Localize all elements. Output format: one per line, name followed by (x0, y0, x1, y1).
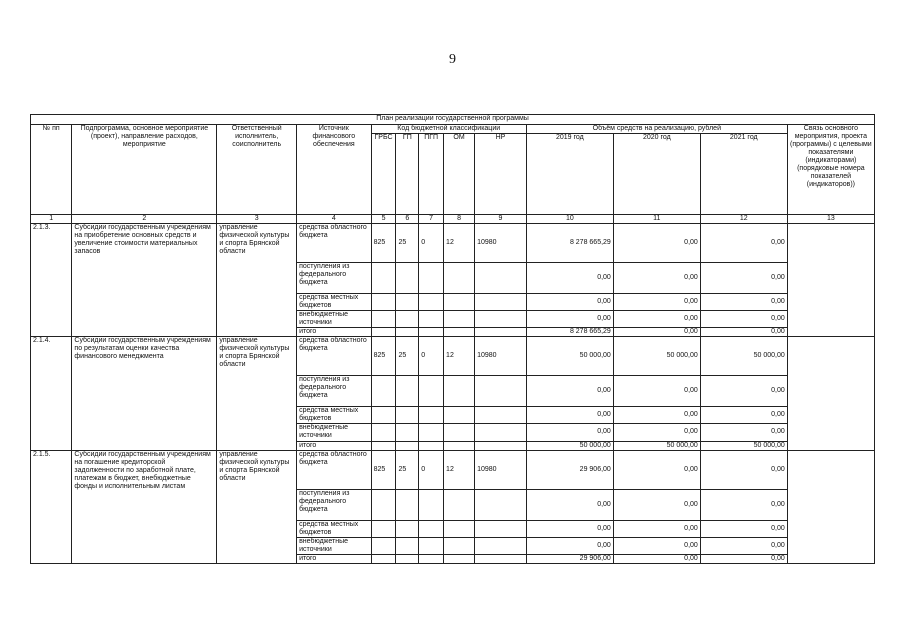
source-label: средства местных бюджетов (297, 407, 372, 424)
source-label: средства областного бюджета (297, 450, 372, 489)
column-number: 7 (419, 215, 444, 224)
code-gp: 25 (396, 337, 419, 376)
value-2020: 50 000,00 (613, 337, 700, 376)
column-number: 8 (444, 215, 475, 224)
column-number: 13 (787, 215, 874, 224)
value-2020: 0,00 (613, 376, 700, 407)
source-label: поступления из федерального бюджета (297, 263, 372, 294)
value-2020: 0,00 (613, 311, 700, 328)
source-row (31, 337, 875, 376)
header-link: Связь основного мероприятия, проекта (программы) с целевыми показателями (индикаторами) (порядковые номера показателей (индикаторов)) (787, 125, 874, 215)
code-gp: 25 (396, 224, 419, 263)
source-label: поступления из федерального бюджета (297, 489, 372, 520)
header-om: ОМ (444, 134, 475, 215)
value-2019: 0,00 (526, 407, 613, 424)
header-pgp: ПГП (419, 134, 444, 215)
code-pgp: 0 (419, 337, 444, 376)
value-2019: 0,00 (526, 424, 613, 441)
column-number: 10 (526, 215, 613, 224)
value-2020: 0,00 (613, 424, 700, 441)
section-2-1-5 (31, 450, 875, 563)
link-cell (787, 337, 874, 450)
value-2021: 0,00 (700, 424, 787, 441)
header-num: № пп (31, 125, 72, 215)
total-label: итого (297, 554, 372, 563)
section-executor: управление физической культуры и спорта Брянской области (217, 224, 297, 337)
header-gp: ГП (396, 134, 419, 215)
code-om: 12 (444, 224, 475, 263)
source-label: внебюджетные источники (297, 537, 372, 554)
section-2-1-4 (31, 337, 875, 450)
source-label: средства местных бюджетов (297, 294, 372, 311)
section-2-1-3 (31, 224, 875, 337)
header-2021: 2021 год (700, 134, 787, 215)
code-gp: 25 (396, 450, 419, 489)
value-2019: 0,00 (526, 520, 613, 537)
total-label: итого (297, 328, 372, 337)
header-source: Источник финансового обеспечения (297, 125, 372, 215)
value-2019: 50 000,00 (526, 337, 613, 376)
section-num: 2.1.4. (31, 337, 72, 450)
source-label: поступления из федерального бюджета (297, 376, 372, 407)
value-2019: 0,00 (526, 489, 613, 520)
source-label: внебюджетные источники (297, 311, 372, 328)
value-2020: 0,00 (613, 263, 700, 294)
source-label: средства областного бюджета (297, 337, 372, 376)
value-2020: 0,00 (613, 489, 700, 520)
source-label: средства областного бюджета (297, 224, 372, 263)
total-2019: 50 000,00 (526, 441, 613, 450)
value-2021: 0,00 (700, 520, 787, 537)
source-label: внебюджетные источники (297, 424, 372, 441)
value-2021: 0,00 (700, 311, 787, 328)
column-number: 5 (371, 215, 396, 224)
page-number: 9 (449, 52, 456, 67)
value-2020: 0,00 (613, 224, 700, 263)
total-2019: 29 906,00 (526, 554, 613, 563)
value-2019: 8 278 665,29 (526, 224, 613, 263)
header-volume: Объём средств на реализацию, рублей (526, 125, 787, 134)
source-row (31, 224, 875, 263)
column-number-row (31, 215, 875, 224)
value-2019: 0,00 (526, 263, 613, 294)
column-number: 11 (613, 215, 700, 224)
code-nr: 10980 (475, 450, 527, 489)
table-title: План реализации государственной программы (31, 115, 875, 125)
value-2021: 0,00 (700, 263, 787, 294)
section-name: Субсидии государственным учреждениям на приобретение основных средств и увеличение стоимости материальных запасов (72, 224, 217, 337)
value-2020: 0,00 (613, 407, 700, 424)
code-om: 12 (444, 450, 475, 489)
value-2021: 50 000,00 (700, 337, 787, 376)
code-nr: 10980 (475, 337, 527, 376)
value-2019: 29 906,00 (526, 450, 613, 489)
program-plan-table (30, 114, 875, 564)
section-num: 2.1.3. (31, 224, 72, 337)
total-2020: 50 000,00 (613, 441, 700, 450)
column-number: 3 (217, 215, 297, 224)
total-2021: 50 000,00 (700, 441, 787, 450)
value-2020: 0,00 (613, 294, 700, 311)
code-grbs: 825 (371, 450, 396, 489)
header-grbs: ГРБС (371, 134, 396, 215)
header-2020: 2020 год (613, 134, 700, 215)
source-label: средства местных бюджетов (297, 520, 372, 537)
value-2021: 0,00 (700, 450, 787, 489)
code-grbs: 825 (371, 224, 396, 263)
value-2021: 0,00 (700, 376, 787, 407)
value-2021: 0,00 (700, 224, 787, 263)
value-2021: 0,00 (700, 489, 787, 520)
section-name: Субсидии государственным учреждениям по результатам оценки качества финансового менеджмента (72, 337, 217, 450)
header-nr: НР (475, 134, 527, 215)
code-grbs: 825 (371, 337, 396, 376)
total-2021: 0,00 (700, 328, 787, 337)
total-2021: 0,00 (700, 554, 787, 563)
link-cell (787, 224, 874, 337)
column-number: 2 (72, 215, 217, 224)
code-pgp: 0 (419, 224, 444, 263)
link-cell (787, 450, 874, 563)
value-2019: 0,00 (526, 537, 613, 554)
source-row (31, 450, 875, 489)
header-2019: 2019 год (526, 134, 613, 215)
code-pgp: 0 (419, 450, 444, 489)
column-number: 1 (31, 215, 72, 224)
section-executor: управление физической культуры и спорта Брянской области (217, 337, 297, 450)
total-2019: 8 278 665,29 (526, 328, 613, 337)
header-program: Подпрограмма, основное мероприятие (проект), направление расходов, мероприятие (72, 125, 217, 215)
section-executor: управление физической культуры и спорта Брянской области (217, 450, 297, 563)
header-budget-code: Код бюджетной классификации (371, 125, 526, 134)
column-number: 9 (475, 215, 527, 224)
total-2020: 0,00 (613, 554, 700, 563)
column-number: 12 (700, 215, 787, 224)
code-nr: 10980 (475, 224, 527, 263)
column-number: 6 (396, 215, 419, 224)
column-number: 4 (297, 215, 372, 224)
value-2021: 0,00 (700, 537, 787, 554)
header-executor: Ответственный исполнитель, соисполнитель (217, 125, 297, 215)
section-num: 2.1.5. (31, 450, 72, 563)
value-2019: 0,00 (526, 294, 613, 311)
section-name: Субсидии государственным учреждениям на погашение кредиторской задолженности по заработной плате, платежам в бюджет, внебюджетные фонды и исполнительным листам (72, 450, 217, 563)
value-2020: 0,00 (613, 537, 700, 554)
value-2020: 0,00 (613, 450, 700, 489)
total-2020: 0,00 (613, 328, 700, 337)
value-2020: 0,00 (613, 520, 700, 537)
value-2021: 0,00 (700, 407, 787, 424)
value-2021: 0,00 (700, 294, 787, 311)
value-2019: 0,00 (526, 376, 613, 407)
total-label: итого (297, 441, 372, 450)
value-2019: 0,00 (526, 311, 613, 328)
code-om: 12 (444, 337, 475, 376)
